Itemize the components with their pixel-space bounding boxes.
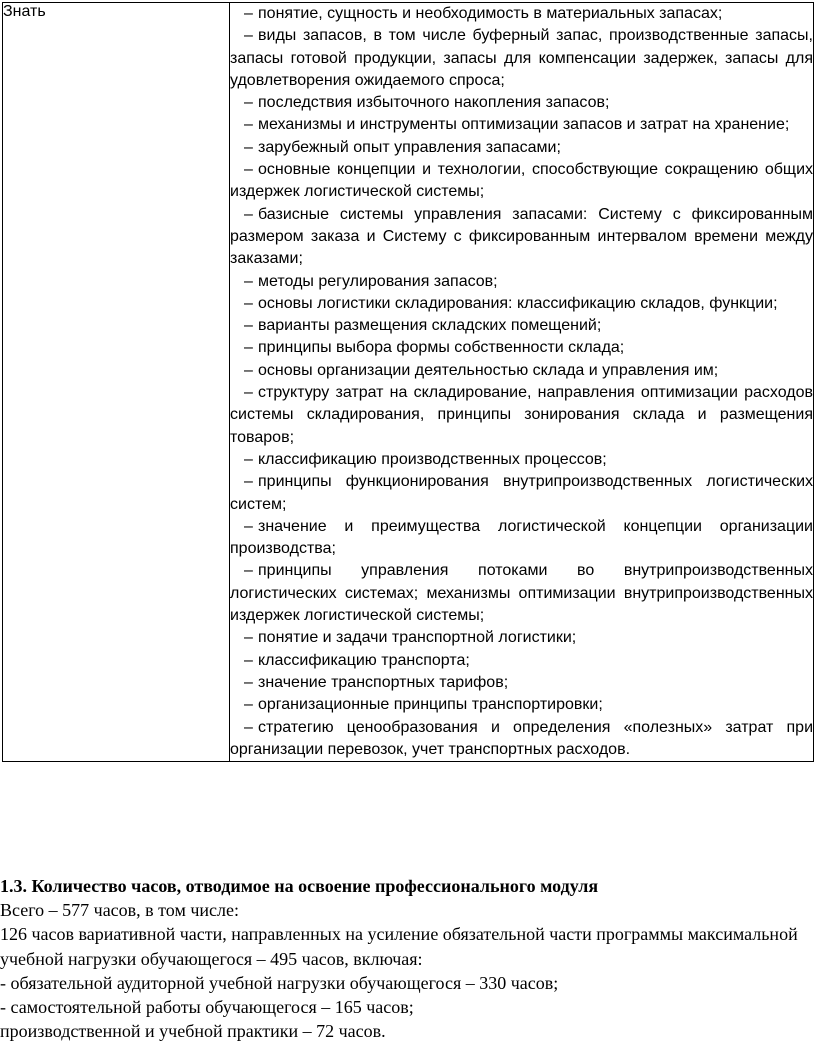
- list-item-text: механизмы и инструменты оптимизации запасов и затрат на хранение;: [258, 116, 790, 134]
- list-item: [230, 717, 813, 762]
- list-item-text: базисные системы управления запасами: Систему с фиксированным размером заказа и Систему с фиксированным интервалом времени между заказами;: [230, 205, 813, 268]
- competency-table: [2, 2, 814, 762]
- list-item: [230, 159, 813, 204]
- list-item: [230, 114, 813, 136]
- content-cell: [230, 3, 814, 762]
- section-line: - самостоятельной работы обучающегося – 165 часов;: [0, 997, 414, 1018]
- list-item-text: структуру затрат на складирование, направления оптимизации расходов системы складирования, принципы зонирования склада и размещения товаров;: [230, 384, 813, 446]
- section-line: производственной и учебной практики – 72 часов.: [0, 1021, 386, 1042]
- list-item-text: виды запасов, в том числе буферный запас, производственные запасы, запасы готовой продукции, запасы для компенсации задержек, запасы для удовлетворения ожидаемого спроса;: [230, 27, 813, 89]
- dash-bullet: –: [244, 116, 253, 134]
- list-item-text: значение транспортных тарифов;: [258, 673, 509, 691]
- list-item: [230, 694, 813, 716]
- dash-bullet: –: [244, 27, 253, 45]
- list-item: [230, 25, 813, 92]
- list-item: [230, 271, 813, 293]
- list-item-text: понятие и задачи транспортной логистики;: [258, 629, 577, 647]
- list-item: [230, 293, 813, 315]
- list-item: [230, 3, 813, 25]
- dash-bullet: –: [244, 673, 253, 691]
- dash-bullet: –: [244, 696, 253, 714]
- knowledge-list: [230, 3, 813, 761]
- list-item-text: организационные принципы транспортировки;: [258, 696, 603, 714]
- dash-bullet: –: [244, 94, 253, 112]
- dash-bullet: –: [244, 562, 253, 580]
- dash-bullet: –: [244, 161, 253, 179]
- list-item: [230, 204, 813, 271]
- dash-bullet: –: [244, 629, 253, 647]
- list-item-text: понятие, сущность и необходимость в материальных запасах;: [258, 5, 723, 22]
- list-item-text: принципы функционирования внутрипроизводственных логистических систем;: [230, 473, 813, 513]
- hours-section: [0, 874, 812, 1043]
- dash-bullet: –: [244, 294, 253, 312]
- list-item-text: принципы выбора формы собственности склада;: [258, 339, 625, 357]
- table-row: [3, 3, 814, 762]
- section-line: 126 часов вариативной части, направленных на усиление обязательной части программы максимальной учебной нагрузки обучающегося – 495 часов, включая:: [0, 924, 798, 969]
- list-item-text: основы организации деятельностью склада и управления им;: [258, 361, 719, 379]
- dash-bullet: –: [244, 718, 253, 736]
- dash-bullet: –: [244, 517, 253, 535]
- list-item: [230, 382, 813, 449]
- list-item-text: основы логистики складирования: классификацию складов, функции;: [258, 294, 778, 312]
- list-item: [230, 449, 813, 471]
- list-item-text: зарубежный опыт управления запасами;: [258, 138, 561, 156]
- list-item: [230, 137, 813, 159]
- list-item: [230, 315, 813, 337]
- dash-bullet: –: [244, 651, 253, 669]
- list-item: [230, 337, 813, 359]
- dash-bullet: –: [244, 5, 253, 22]
- list-item-text: принципы управления потоками во внутрипроизводственных логистических системах; механизмы оптимизации внутрипроизводственных издержек логистической системы;: [230, 562, 813, 625]
- dash-bullet: –: [244, 272, 253, 290]
- dash-bullet: –: [244, 384, 253, 402]
- section-heading: 1.3. Количество часов, отводимое на освоение профессионального модуля: [0, 876, 599, 896]
- list-item-text: последствия избыточного накопления запасов;: [258, 94, 610, 112]
- list-item-text: стратегию ценообразования и определения «полезных» затрат при организации перевозок, учет транспортных расходов.: [230, 718, 813, 758]
- dash-bullet: –: [244, 205, 253, 223]
- dash-bullet: –: [244, 339, 253, 357]
- know-label: Знать: [3, 3, 46, 20]
- dash-bullet: –: [244, 450, 253, 468]
- section-line: Всего – 577 часов, в том числе:: [0, 900, 239, 921]
- list-item: [230, 471, 813, 516]
- list-item-text: методы регулирования запасов;: [258, 272, 498, 290]
- dash-bullet: –: [244, 317, 253, 335]
- list-item: [230, 360, 813, 382]
- list-item: [230, 650, 813, 672]
- list-item-text: основные концепции и технологии, способствующие сокращению общих издержек логистической системы;: [230, 161, 813, 201]
- dash-bullet: –: [244, 473, 253, 491]
- list-item: [230, 627, 813, 649]
- list-item: [230, 516, 813, 561]
- list-item-text: значение и преимущества логистической концепции организации производства;: [230, 517, 813, 558]
- list-item: [230, 92, 813, 114]
- list-item-text: классификацию транспорта;: [258, 651, 470, 669]
- label-cell: [3, 3, 230, 762]
- dash-bullet: –: [244, 138, 253, 156]
- section-line: - обязательной аудиторной учебной нагрузки обучающегося – 330 часов;: [0, 972, 559, 993]
- dash-bullet: –: [244, 361, 253, 379]
- list-item: [230, 560, 813, 627]
- list-item-text: классификацию производственных процессов;: [258, 450, 607, 468]
- list-item-text: варианты размещения складских помещений;: [258, 317, 602, 335]
- list-item: [230, 672, 813, 694]
